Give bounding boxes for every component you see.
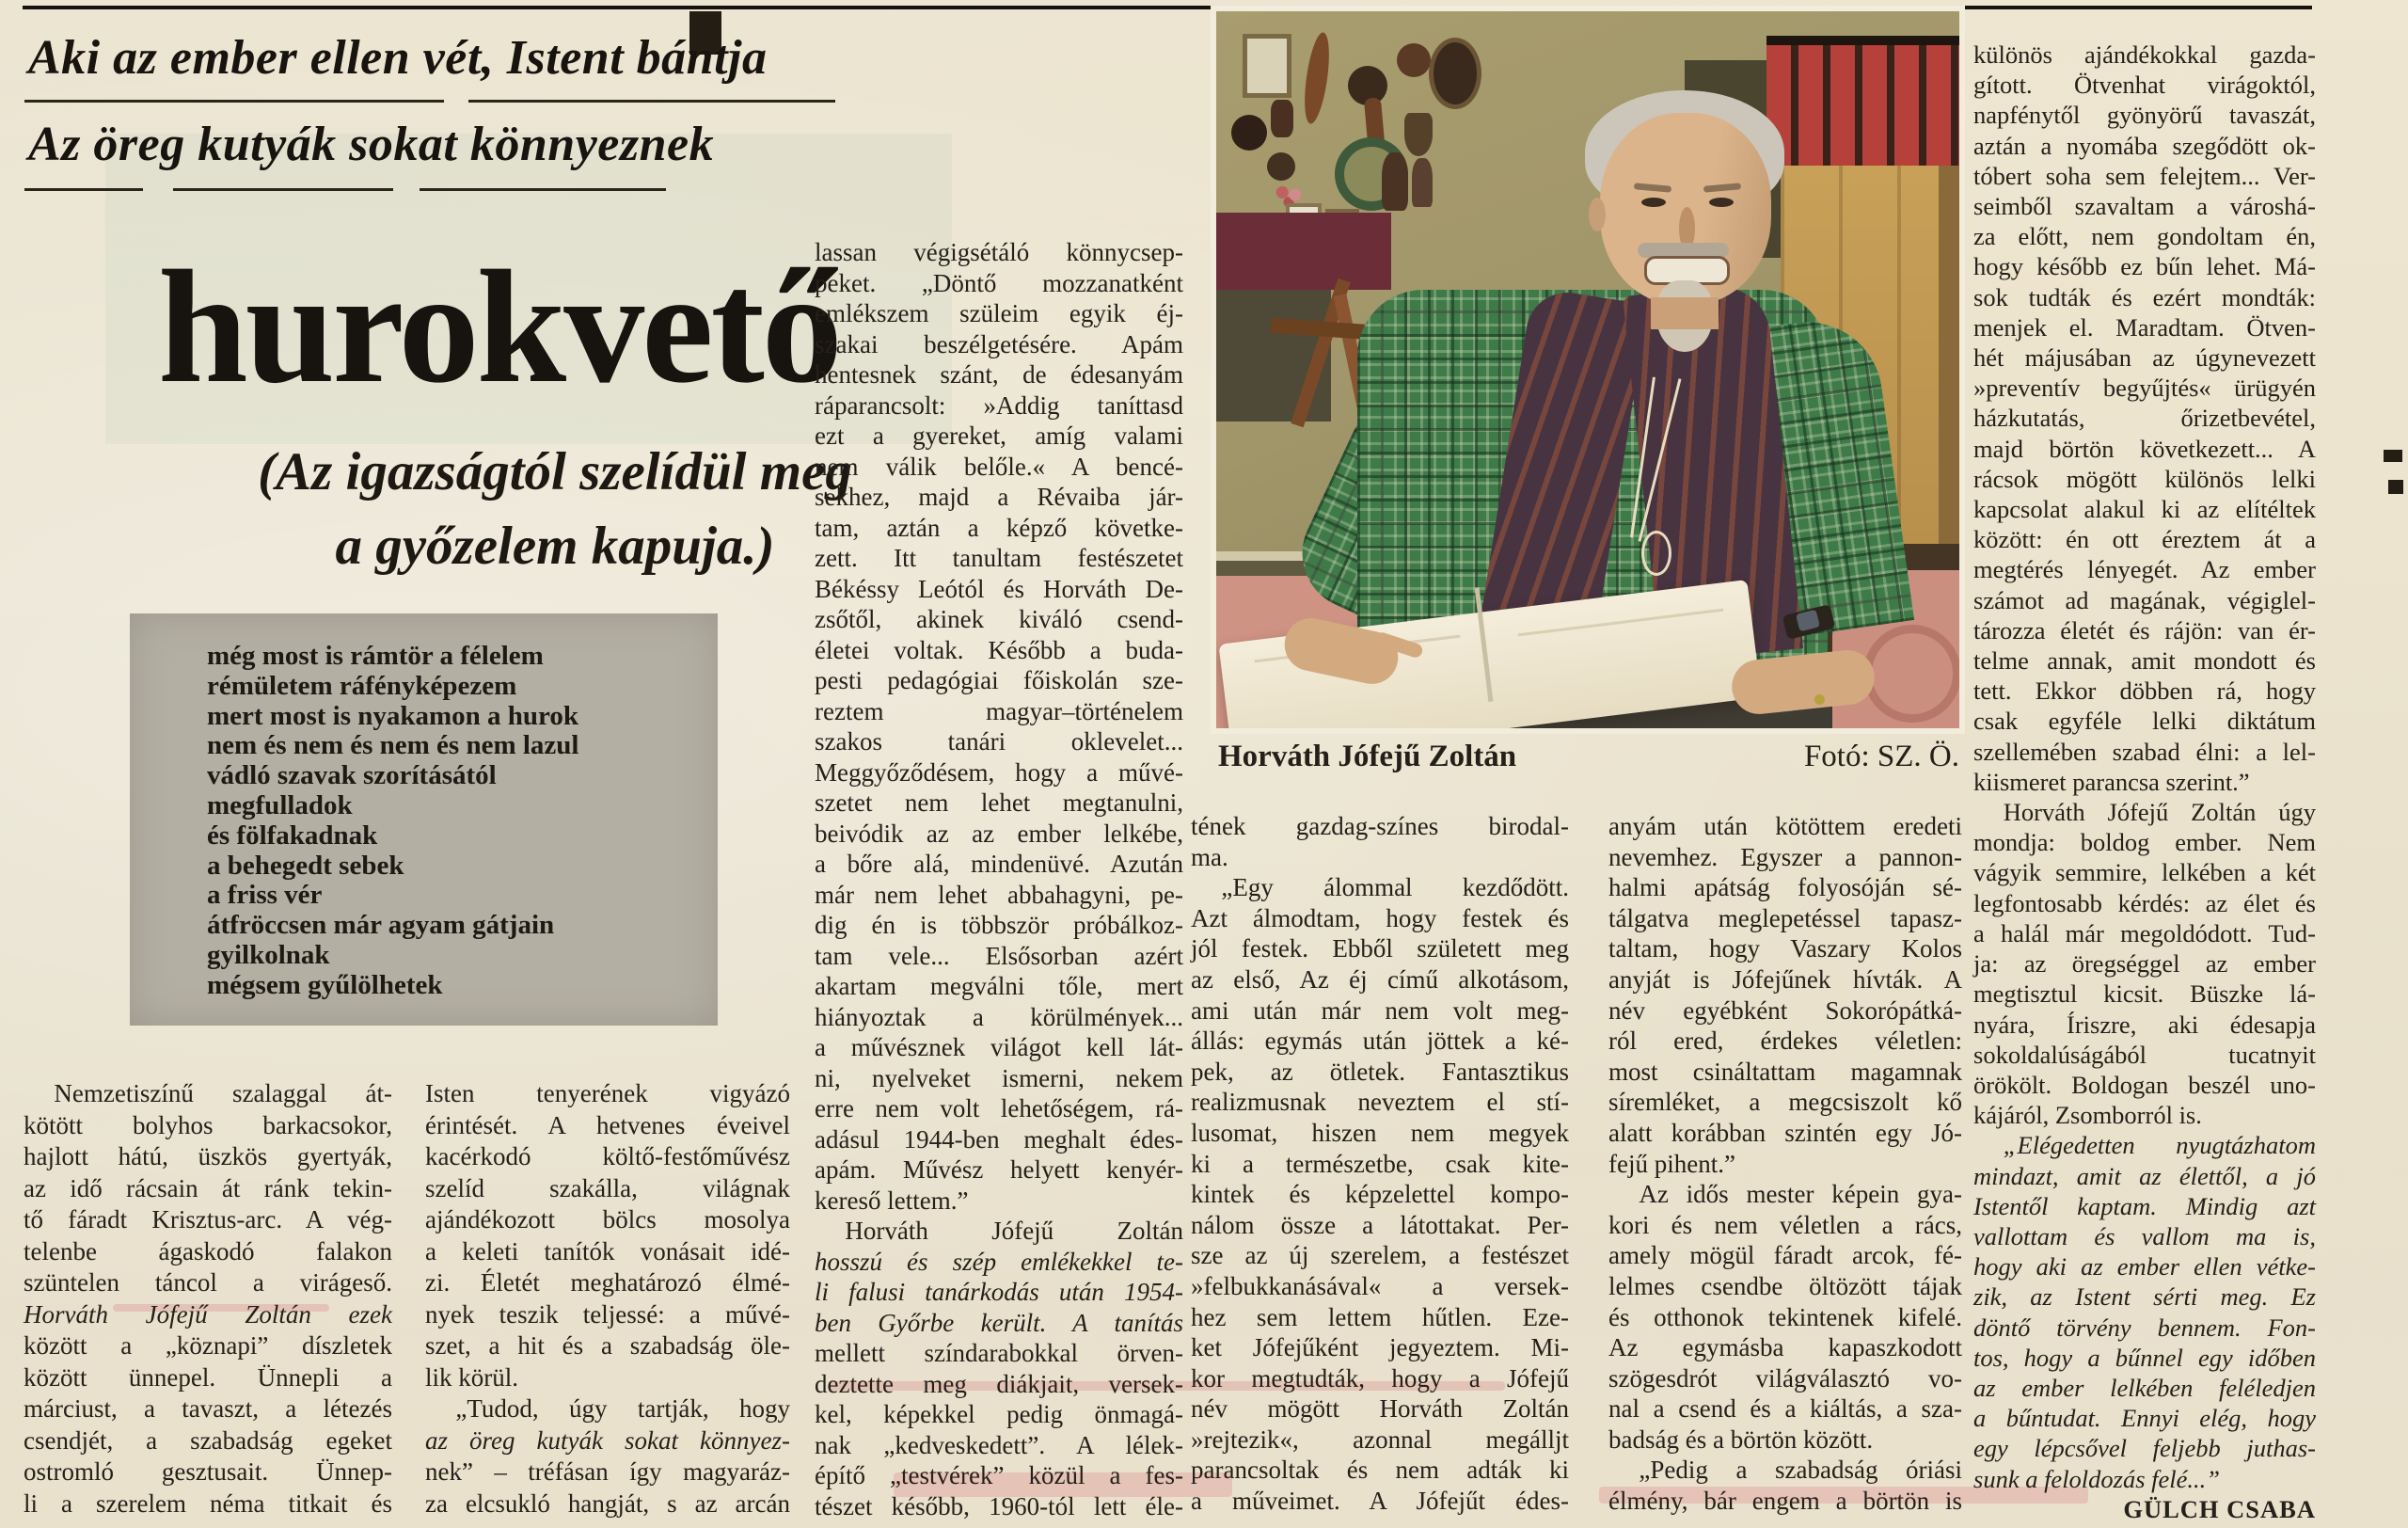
body-column-2 <box>425 1078 790 1520</box>
text-line: kapcsolat alakul ki az elítéltek <box>1973 495 2316 524</box>
text-line: nyára, Íriszre, aki édesapja <box>1973 1010 2316 1039</box>
photo-wall-disc <box>1397 43 1431 77</box>
text-line: megfulladok <box>207 789 353 820</box>
text-line: »felbukkanásával« a versek- <box>1191 1271 1569 1300</box>
text-line: realizmusnak neveztem el stí- <box>1191 1088 1569 1117</box>
text-line: kacérkodó költő-festőművész <box>425 1142 790 1170</box>
text-line: egy lépcsővel feljebb juthas- <box>1973 1434 2316 1463</box>
text-line: kötött bolyhos barkacsokor, <box>24 1110 392 1139</box>
text-line: a behegedt sebek <box>207 850 404 881</box>
text-line: a bőre alá, mindenüvé. Azután <box>815 850 1183 878</box>
text-line: vallottam és vallom ma is, <box>1973 1221 2316 1250</box>
text-line: deztette meg diákjait, versek- <box>815 1369 1183 1398</box>
text-line: élmény, bár engem a börtön is <box>1608 1487 1962 1516</box>
text-line: szüntelen táncol a virágeső. <box>24 1268 392 1297</box>
text-line: tam vele... Elsősorban azért <box>815 941 1183 970</box>
text-line: napfénytől gyönyörű tavaszát, <box>1973 101 2316 130</box>
photo-ring <box>1814 694 1825 705</box>
text-line: „Egy álommal kezdődött. <box>1221 873 1569 902</box>
text-line: hogy később ez bűn lehet. Má- <box>1973 252 2316 281</box>
text-line: li a szerelem néma titkait és <box>24 1488 392 1518</box>
text-line: nal a csend és a kiáltás, a sza- <box>1608 1394 1962 1424</box>
text-line: tározza életét és rájön: van ér- <box>1973 615 2316 645</box>
text-line: Azt álmodtam, hogy festek és <box>1191 903 1569 932</box>
text-line: „Tudod, úgy tartják, hogy <box>455 1394 790 1423</box>
text-line: most csináltattam magamnak <box>1608 1057 1962 1086</box>
text-line: mellett színdarabokkal örven- <box>815 1339 1183 1367</box>
text-line: érintését. A hetvenes éveivel <box>425 1110 790 1139</box>
text-line: kereső lettem.” <box>815 1186 969 1215</box>
text-line: taltam, hogy Vaszary Kolos <box>1608 934 1962 963</box>
article-photo <box>1216 11 1959 728</box>
photo-man-neck <box>1651 297 1719 329</box>
photo-caption-row <box>1218 740 1959 774</box>
text-line: GÜLCH CSABA <box>2123 1494 2316 1523</box>
text-line: hajlott hátú, üszkös gyertyák, <box>24 1142 392 1170</box>
kicker-headline-2: Az öreg kutyák sokat könnyeznek <box>28 118 715 171</box>
text-line: nek” – tréfásan így magyaráz- <box>425 1457 790 1486</box>
text-line: szet, a hit és a szabadság öle- <box>425 1331 790 1360</box>
photo-wall-feather <box>1300 31 1333 125</box>
text-line: hentesnek szánt, de édesanyám <box>815 360 1183 389</box>
body-column-3 <box>815 237 1183 1521</box>
text-line: Az idős mester képein gya- <box>1639 1180 1962 1209</box>
text-line: a bűntudat. Ennyi elég, hogy <box>1973 1404 2316 1433</box>
subtitle-line-2: a győzelem kapuja.) <box>335 517 775 576</box>
photo-armchair-swirl <box>1863 625 1959 723</box>
text-line: lelmes csendbe öltözött tájak <box>1608 1271 1962 1300</box>
text-line: kori és nem véletlen a rács, <box>1608 1210 1962 1239</box>
text-line: Az egymásba kapaszkodott <box>1608 1333 1962 1362</box>
text-line: megtérés lényegét. Az ember <box>1973 555 2316 584</box>
kicker-underline <box>420 188 666 191</box>
text-line: név egyébként Sokorópátká- <box>1608 995 1962 1025</box>
photo-wall-oval-frame <box>1429 38 1481 109</box>
text-line: életei voltak. Később a buda- <box>815 635 1183 664</box>
text-line: pesti pedagógiai főiskolán sze- <box>815 666 1183 694</box>
text-line: anyám után kötöttem eredeti <box>1608 812 1962 840</box>
text-line: vádló szavak szorításától <box>207 760 497 791</box>
text-line: ajándékozott bölcs mosolya <box>425 1205 790 1234</box>
text-line: Meggyőződésem, hogy a művé- <box>815 757 1183 787</box>
text-line: zett. Itt tanultam festészetet <box>815 544 1183 572</box>
text-line: apám. Művész helyett kenyér- <box>815 1155 1183 1184</box>
text-line: mégsem gyűlölhetek <box>207 969 443 1000</box>
text-line: seimből szavaltam a városhá- <box>1973 192 2316 221</box>
text-line: kel, képekkel pedig önmagá- <box>815 1400 1183 1428</box>
text-line: ki a természetbe, csak kite- <box>1191 1149 1569 1178</box>
text-line: az első, Az éj című alkotásom, <box>1191 964 1569 994</box>
text-line: tett. Ekkor döbben rá, hogy <box>1973 676 2316 706</box>
photo-credit: Fotó: SZ. Ö. <box>1803 740 1959 773</box>
text-line: akartam megválni tőle, mert <box>815 972 1183 1000</box>
text-line: amely mögül fáradt arcok, fé- <box>1608 1241 1962 1270</box>
photo-cabinet-edge <box>1939 166 1959 544</box>
text-line: között ünnepel. Ünnepli a <box>24 1362 392 1392</box>
text-line: különös ajándékokkal gazda- <box>1973 40 2316 69</box>
text-line: nak „kedveskedett”. A lélek- <box>815 1430 1183 1459</box>
photo-man-eye <box>1641 198 1666 207</box>
text-line: erre nem volt lehetőségem, rá- <box>815 1094 1183 1122</box>
text-line: Istentől kaptam. Mindig azt <box>1973 1191 2316 1220</box>
text-line: átfröccsen már agyam gátjain <box>207 910 555 941</box>
text-line: a keleti tanítók vonásait idé- <box>425 1236 790 1265</box>
text-line: ostromló gesztusait. Ünnep- <box>24 1457 392 1486</box>
text-line: sokoldalúságából tucatnyit <box>1973 1040 2316 1069</box>
text-line: gított. Ötvenhat virágoktól, <box>1973 71 2316 100</box>
text-line: sok tudták és ezért mondták: <box>1973 282 2316 311</box>
text-line: rémületem ráfényképezem <box>207 670 517 701</box>
text-line: tének gazdag-színes birodal- <box>1191 812 1569 840</box>
text-line: ket Jófejűként jegyeztem. Mi- <box>1191 1333 1569 1362</box>
text-line: szellemében szabad élni: a lel- <box>1973 737 2316 766</box>
photo-cord-loop <box>1641 531 1671 576</box>
text-line: szakos tanári oklevelet... <box>815 727 1183 756</box>
text-line: lik körül. <box>425 1362 518 1392</box>
text-line: zsőtől, akinek kiváló csend- <box>815 605 1183 633</box>
text-line: legfontosabb kérdés: az élet és <box>1973 888 2316 917</box>
text-line: dig én is többször próbálkoz- <box>815 911 1183 939</box>
photo-caption: Horváth Jófejű Zoltán <box>1218 740 1517 773</box>
text-line: »preventív begyűjtés« ürügyén <box>1973 374 2316 403</box>
text-line: ezt a gyereket, amíg valami <box>815 422 1183 450</box>
text-line: mert most is nyakamon a hurok <box>207 700 579 731</box>
text-line: „Elégedetten nyugtázhatom <box>2003 1131 2316 1160</box>
text-line: ben Győrbe került. A tanítás <box>815 1308 1183 1337</box>
text-line: anyját is Jófejűnek hívták. A <box>1608 964 1962 994</box>
photo-wall-frame <box>1243 34 1291 98</box>
text-line: sze az új szerelem, a festészet <box>1191 1241 1569 1270</box>
text-line: kintek és képzelettel kompo- <box>1191 1180 1569 1209</box>
photo-man-eye <box>1709 198 1734 207</box>
text-line: nem és nem és nem és nem lazul <box>207 730 579 761</box>
text-line: hiányoztak a körülmények... <box>815 1002 1183 1031</box>
text-line: ról ered, érdekes véletlen: <box>1608 1027 1962 1056</box>
text-line: név mögött Horváth Zoltán <box>1191 1394 1569 1424</box>
photo-man-ear <box>1589 198 1606 231</box>
text-line: a friss vér <box>207 880 323 911</box>
text-line: házkutatás, őrizetbevétel, <box>1973 404 2316 433</box>
text-line: nálom össze a látottakat. Per- <box>1191 1210 1569 1239</box>
text-line: li falusi tanárkodás után 1954- <box>815 1278 1183 1306</box>
text-line: hosszú és szép emlékekkel te- <box>815 1247 1183 1276</box>
photo-wall-pan <box>1267 152 1295 181</box>
text-line: tészet később, 1960-tól lett éle- <box>815 1491 1183 1520</box>
text-line: nem válik belőle.« A bencé- <box>815 452 1183 481</box>
text-line: za elcsukló hangját, s az arcán <box>425 1488 790 1518</box>
text-line: fejű pihent.” <box>1608 1149 1735 1178</box>
text-line: hez sem lettem hűtlen. Eze- <box>1191 1302 1569 1331</box>
top-rule <box>23 6 2312 9</box>
text-line: beivódik az az ember lelkébe, <box>815 819 1183 848</box>
kicker-underline <box>24 188 143 191</box>
text-line: rácsok mögött különös lelki <box>1973 464 2316 493</box>
text-line: között a „köznapi” díszletek <box>24 1331 392 1360</box>
text-line: badság és a börtön között. <box>1608 1425 1874 1454</box>
text-line: tam, aztán a képző követke- <box>815 513 1183 542</box>
text-line: mondja: boldog ember. Nem <box>1973 828 2316 857</box>
text-line: Békéssy Leótól és Horváth De- <box>815 574 1183 603</box>
text-line: adásul 1944-ben meghalt édes- <box>815 1124 1183 1154</box>
text-line: szelíd szakálla, világnak <box>425 1173 790 1202</box>
text-line: állás: egymás után jöttek a ké- <box>1191 1027 1569 1056</box>
text-line: halmi apátság folyosóján sé- <box>1608 873 1962 902</box>
photo-wall-vase <box>1382 152 1408 211</box>
text-line: szakai beszélgetésére. Apám <box>815 329 1183 358</box>
text-line: kájáról, Zsomborról is. <box>1973 1101 2202 1130</box>
scan-artifact <box>2384 450 2402 462</box>
poem-text <box>207 642 708 1001</box>
text-line: szetet nem lehet megtanulni, <box>815 788 1183 817</box>
text-line: vágyik semmire, lelkében a két <box>1973 858 2316 887</box>
text-line: telenbe ágaskodó falakon <box>24 1236 392 1265</box>
photo-wall-vase <box>1412 158 1433 207</box>
text-line: már nem lehet abbahagyni, pe- <box>815 880 1183 909</box>
text-line: ami után már nem volt meg- <box>1191 995 1569 1025</box>
text-line: telme annak, amit mondott és <box>1973 646 2316 676</box>
text-line: síremléket, a megcsiszolt kő <box>1608 1088 1962 1117</box>
text-line: lusomat, hiszen nem megyek <box>1191 1118 1569 1147</box>
text-line: menjek el. Maradtam. Ötven- <box>1973 312 2316 342</box>
text-line: csak egyféle lelki diktátum <box>1973 707 2316 736</box>
text-line: ma. <box>1191 842 1228 871</box>
text-line: hogy aki az ember ellen vétke- <box>1973 1252 2316 1281</box>
text-line: számot ad magának, végiglel- <box>1973 585 2316 614</box>
text-line: aztán a nyomába szegődött ok- <box>1973 131 2316 160</box>
text-line: kor megtudták, hogy a Jófejű <box>1191 1363 1569 1393</box>
text-line: „Pedig a szabadság óriási <box>1639 1456 1962 1485</box>
text-line: még most is rámtör a félelem <box>207 641 544 671</box>
scan-artifact <box>2388 480 2403 494</box>
text-line: a halál már megoldódott. Tud- <box>1973 918 2316 947</box>
photo-sideboard <box>1216 213 1391 290</box>
text-line: Horváth Jófejű Zoltán úgy <box>2003 798 2316 827</box>
text-line: tálgatva meglepetéssel tapasz- <box>1608 903 1962 932</box>
body-column-1 <box>24 1078 392 1520</box>
text-line: nyek teszik teljessé: a művé- <box>425 1299 790 1329</box>
text-line: parancsoltak és nem adták ki <box>1191 1456 1569 1485</box>
text-line: ráparancsolt: »Addig taníttasd <box>815 390 1183 420</box>
poem-box <box>130 613 718 1026</box>
text-line: ni, nyelveket ismerni, nekem <box>815 1063 1183 1092</box>
photo-wall-pan <box>1231 115 1267 151</box>
text-line: építő „testvérek” közül a fes- <box>815 1461 1183 1489</box>
kicker-underline <box>468 100 835 103</box>
text-line: mindazt, amit az élettől, a jó <box>1973 1161 2316 1190</box>
text-line: sunk a feloldozás felé...” <box>1973 1464 2221 1493</box>
body-column-6 <box>1973 40 2316 1524</box>
text-line: szögesdrót világválasztó vo- <box>1608 1363 1962 1393</box>
text-line: Nemzetiszínű szalaggal át- <box>54 1079 392 1107</box>
text-line: az öreg kutyák sokat könnyez- <box>425 1425 790 1455</box>
text-line: majd börtön következett... A <box>1973 434 2316 463</box>
text-line: hét májusában az úgynevezett <box>1973 343 2316 373</box>
text-line: gyilkolnak <box>207 939 330 970</box>
photo-wall-bell <box>1404 113 1433 156</box>
text-line: Isten tenyerének vigyázó <box>425 1079 790 1107</box>
text-line: és otthonok tekintenek kifelé. <box>1608 1302 1962 1331</box>
body-column-4 <box>1191 811 1569 1517</box>
text-line: nevemhez. Egyszer a pannon- <box>1608 842 1962 871</box>
photo-bookshelf <box>1766 36 1959 175</box>
text-line: tóbert soha sem felejtem... Ver- <box>1973 161 2316 190</box>
kicker-headline-1: Aki az ember ellen vét, Istent bántja <box>28 31 768 85</box>
article-title: hurokvető <box>158 238 840 417</box>
text-line: reztem magyar–történelem <box>815 696 1183 725</box>
text-line: Horváth Jófejű Zoltán ezek <box>24 1299 392 1329</box>
text-line: ja: az öregséggel az ember <box>1973 949 2316 979</box>
text-line: peket. „Döntő mozzanatként <box>815 268 1183 297</box>
subtitle-line-1: (Az igazságtól szelídül meg <box>258 442 852 501</box>
text-line: lassan végigsétáló könnycsep- <box>815 238 1183 266</box>
text-line: a műveimet. A Jófejűt édes- <box>1191 1487 1569 1516</box>
text-line: örökölt. Boldogan beszél uno- <box>1973 1070 2316 1099</box>
text-line: za előtt, nem gondoltam én, <box>1973 222 2316 251</box>
text-line: pek, az ötletek. Fantasztikus <box>1191 1057 1569 1086</box>
text-line: »rejtezik«, azonnal megálljt <box>1191 1425 1569 1454</box>
text-line: és fölfakadnak <box>207 820 378 851</box>
body-column-5 <box>1608 811 1962 1517</box>
text-line: között: én ott éreztem át a <box>1973 525 2316 554</box>
text-line: tő fáradt Krisztus-arc. A vég- <box>24 1205 392 1234</box>
text-line: márciust, a tavaszt, a létezés <box>24 1394 392 1423</box>
text-line: a művésznek világot kell lát- <box>815 1033 1183 1061</box>
text-line: emlékszem szüleim egyik éj- <box>815 299 1183 327</box>
text-line: jól festek. Ebből született meg <box>1191 934 1569 963</box>
text-line: zi. Életét meghatározó élmé- <box>425 1268 790 1297</box>
text-line: sekhez, majd a Révaiba jár- <box>815 483 1183 511</box>
text-line: az ember lelkében feléledjen <box>1973 1373 2316 1402</box>
text-line: tos, hogy a bűnnel egy időben <box>1973 1343 2316 1372</box>
text-line: Horváth Jófejű Zoltán <box>845 1217 1183 1245</box>
text-line: döntő törvény bennem. Fon- <box>1973 1313 2316 1342</box>
photo-wall-hook <box>1271 100 1293 137</box>
text-line: az idő rácsain át ránk tekin- <box>24 1173 392 1202</box>
text-line: csendjét, a szabadság egeket <box>24 1425 392 1455</box>
text-line: alatt korábban szintén egy Jó- <box>1608 1118 1962 1147</box>
text-line: zik, az Istent sérti meg. Ez <box>1973 1282 2316 1312</box>
kicker-underline <box>173 188 393 191</box>
kicker-underline <box>24 100 444 103</box>
text-line: megtisztul kicsit. Büszke lá- <box>1973 979 2316 1009</box>
text-line: kiismeret parancsa szerint.” <box>1973 767 2250 796</box>
